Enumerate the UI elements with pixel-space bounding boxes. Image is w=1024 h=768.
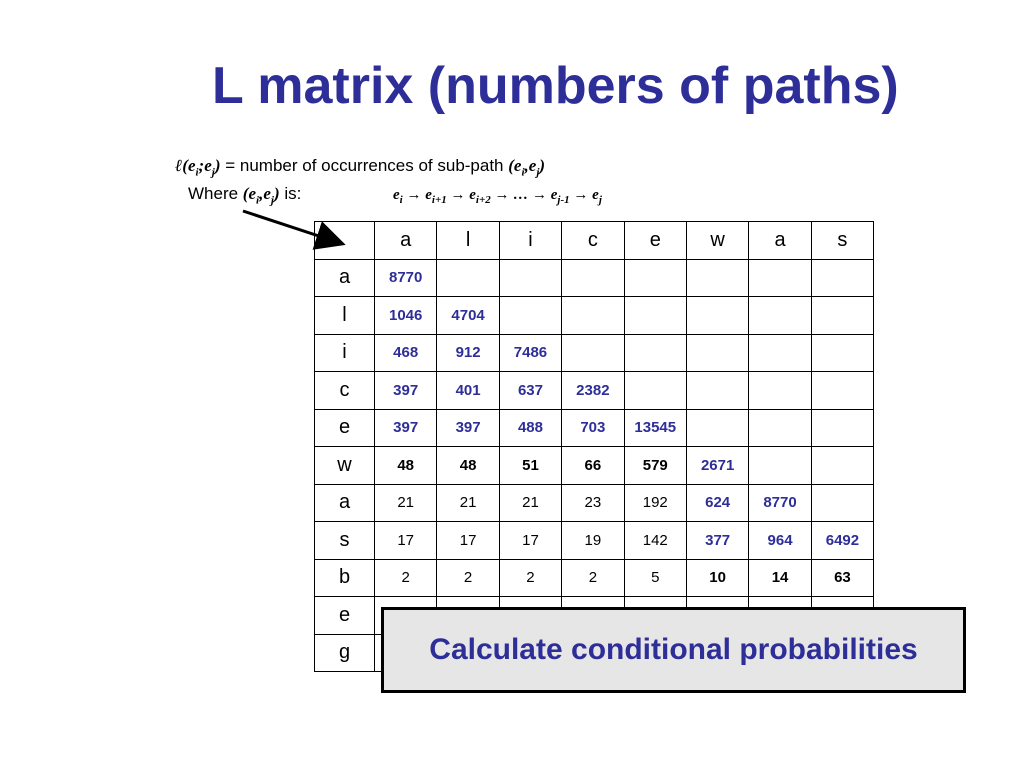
matrix-cell <box>624 372 686 410</box>
matrix-cell: 377 <box>686 522 748 560</box>
matrix-cell: 192 <box>624 484 686 522</box>
row-header: c <box>315 372 375 410</box>
path-chain: $e_i \to e_{i+1} \to e_{i+2}$ → … → $e_{j-1} \to e_j$ <box>393 187 602 206</box>
col-header: s <box>811 222 873 260</box>
matrix-cell: 8770 <box>749 484 811 522</box>
matrix-cell: 17 <box>437 522 499 560</box>
matrix-cell: 488 <box>499 409 561 447</box>
ej-term: $e_j$ <box>204 156 215 179</box>
ei-term: $e_i$ <box>187 156 199 179</box>
is-text: is: <box>279 184 302 203</box>
matrix-cell: 66 <box>562 447 624 485</box>
ell-func: ℓ( <box>175 156 188 175</box>
header-row <box>315 222 874 260</box>
matrix-cell <box>686 372 748 410</box>
row-header: w <box>315 447 375 485</box>
matrix-cell: 2 <box>437 559 499 597</box>
matrix-cell <box>811 259 873 297</box>
matrix-cell <box>811 484 873 522</box>
matrix-cell: 964 <box>749 522 811 560</box>
callout-text: Calculate conditional probabilities <box>429 633 918 666</box>
matrix-cell: 703 <box>562 409 624 447</box>
matrix-cell <box>811 447 873 485</box>
table-row <box>315 447 874 485</box>
matrix-cell: 21 <box>375 484 437 522</box>
matrix-cell <box>811 409 873 447</box>
definition-line <box>175 156 545 182</box>
matrix-cell: 2 <box>499 559 561 597</box>
table-row <box>315 297 874 335</box>
table-row <box>315 334 874 372</box>
row-header: a <box>315 259 375 297</box>
matrix-cell <box>437 259 499 297</box>
matrix-cell <box>811 297 873 335</box>
matrix-cell: 912 <box>437 334 499 372</box>
col-header: w <box>686 222 748 260</box>
col-header: e <box>624 222 686 260</box>
col-header: a <box>375 222 437 260</box>
sep: ; <box>198 156 205 175</box>
table-row <box>315 409 874 447</box>
matrix-cell: 397 <box>437 409 499 447</box>
matrix-cell: 51 <box>499 447 561 485</box>
matrix-cell: 579 <box>624 447 686 485</box>
l-matrix-table <box>314 221 874 672</box>
matrix-cell: 48 <box>375 447 437 485</box>
matrix-cell: 63 <box>811 559 873 597</box>
matrix-cell: 48 <box>437 447 499 485</box>
definition-text: = number of occurrences of sub-path <box>220 156 509 175</box>
row-header: g <box>315 634 375 672</box>
table-row <box>315 259 874 297</box>
col-header: l <box>437 222 499 260</box>
matrix-cell <box>562 297 624 335</box>
matrix-cell: 7486 <box>499 334 561 372</box>
matrix-cell: 21 <box>499 484 561 522</box>
matrix-cell <box>749 409 811 447</box>
matrix-cell: 10 <box>686 559 748 597</box>
matrix-cell <box>686 259 748 297</box>
col-header: i <box>499 222 561 260</box>
matrix-cell: 2 <box>375 559 437 597</box>
row-header: s <box>315 522 375 560</box>
table-row <box>315 484 874 522</box>
matrix-cell <box>749 372 811 410</box>
matrix-cell: 1046 <box>375 297 437 335</box>
matrix-cell: 401 <box>437 372 499 410</box>
matrix-cell: 397 <box>375 409 437 447</box>
matrix-cell: 6492 <box>811 522 873 560</box>
matrix-cell <box>624 259 686 297</box>
matrix-cell: 468 <box>375 334 437 372</box>
table-row <box>315 559 874 597</box>
matrix-cell: 2382 <box>562 372 624 410</box>
matrix-cell <box>624 334 686 372</box>
matrix-cell <box>562 334 624 372</box>
matrix-cell: 8770 <box>375 259 437 297</box>
matrix-cell <box>624 297 686 335</box>
row-header: i <box>315 334 375 372</box>
matrix-cell: 142 <box>624 522 686 560</box>
matrix-cell <box>749 447 811 485</box>
matrix-cell <box>811 372 873 410</box>
matrix-cell <box>686 297 748 335</box>
subpath-pair: $(e_i,e_j)$ <box>508 156 546 179</box>
matrix-cell <box>749 334 811 372</box>
table-row <box>315 372 874 410</box>
row-header: b <box>315 559 375 597</box>
matrix-cell <box>499 259 561 297</box>
where-line <box>188 184 301 210</box>
ell-close: ) <box>214 156 221 175</box>
row-header: e <box>315 597 375 635</box>
matrix-cell: 23 <box>562 484 624 522</box>
where-pair: $(e_i,e_j)$ <box>242 184 280 207</box>
matrix-cell <box>686 409 748 447</box>
matrix-cell <box>686 334 748 372</box>
row-header: e <box>315 409 375 447</box>
callout-box <box>381 607 966 693</box>
matrix-cell: 17 <box>375 522 437 560</box>
matrix-cell: 13545 <box>624 409 686 447</box>
matrix-cell: 624 <box>686 484 748 522</box>
table-row <box>315 522 874 560</box>
matrix-cell: 17 <box>499 522 561 560</box>
matrix-cell: 21 <box>437 484 499 522</box>
matrix-cell: 4704 <box>437 297 499 335</box>
matrix-cell: 19 <box>562 522 624 560</box>
matrix-cell: 2 <box>562 559 624 597</box>
col-header: a <box>749 222 811 260</box>
matrix-cell: 397 <box>375 372 437 410</box>
slide-title: L matrix (numbers of paths) <box>212 57 899 115</box>
matrix-cell <box>749 297 811 335</box>
col-header: c <box>562 222 624 260</box>
matrix-cell: 14 <box>749 559 811 597</box>
corner-cell <box>315 222 375 260</box>
matrix-cell <box>749 259 811 297</box>
matrix-cell: 5 <box>624 559 686 597</box>
row-header: a <box>315 484 375 522</box>
matrix-cell <box>499 297 561 335</box>
matrix-cell: 637 <box>499 372 561 410</box>
matrix-cell: 2671 <box>686 447 748 485</box>
row-header: l <box>315 297 375 335</box>
where-text: Where <box>188 184 243 203</box>
matrix-cell <box>562 259 624 297</box>
matrix-cell <box>811 334 873 372</box>
